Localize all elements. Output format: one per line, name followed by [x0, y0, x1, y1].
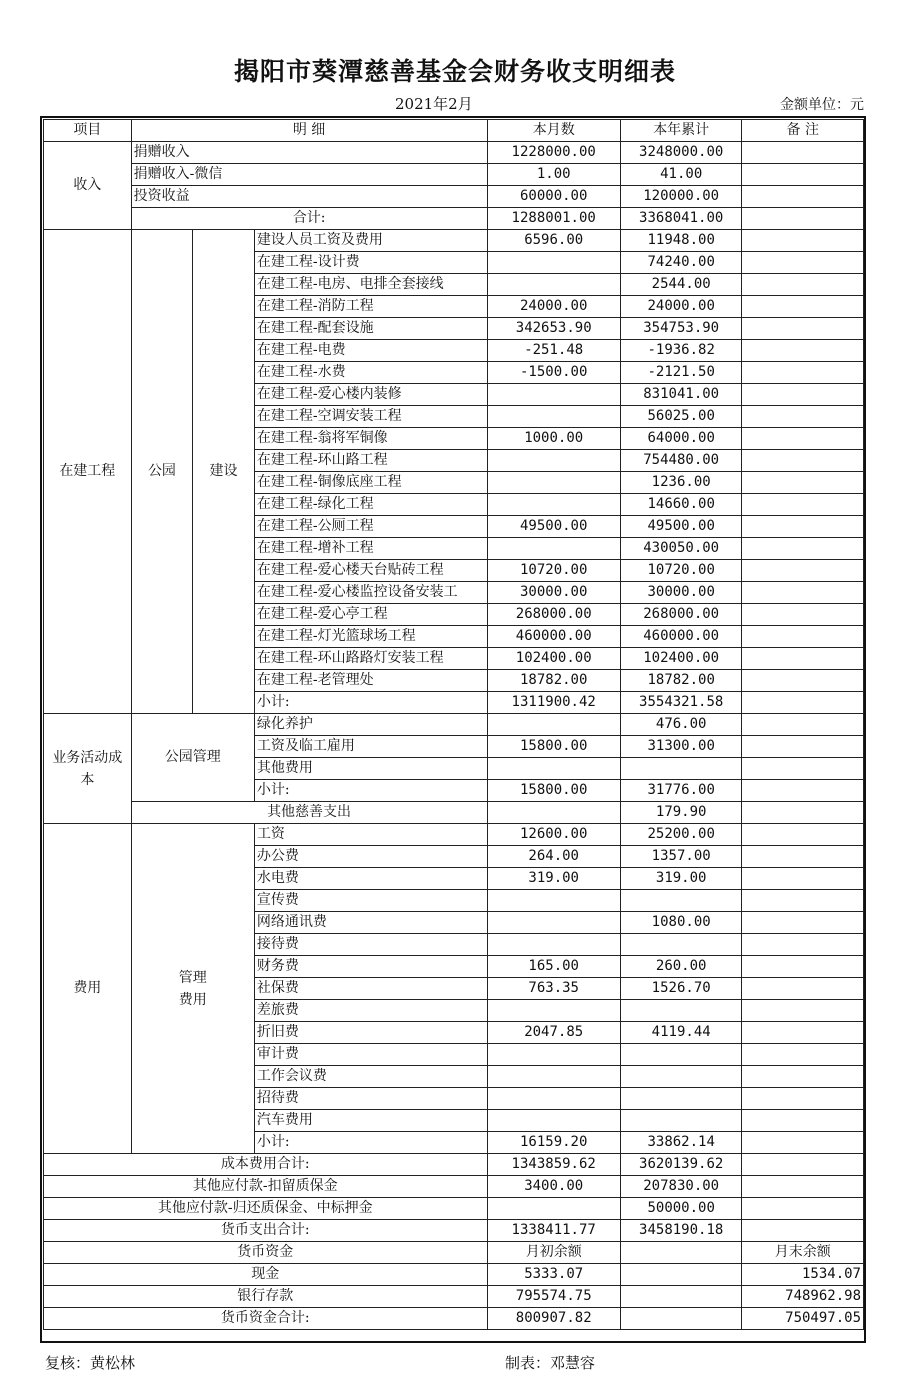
construction-month: 18782.00	[487, 670, 620, 692]
summary-row	[44, 1154, 864, 1176]
construction-month	[487, 252, 620, 274]
construction-ytd: 460000.00	[620, 626, 742, 648]
expense-note	[742, 846, 864, 868]
summary-row	[44, 1198, 864, 1220]
income-row	[44, 164, 864, 186]
expense-ytd: 1080.00	[620, 912, 742, 934]
expense-month	[487, 934, 620, 956]
income-ytd: 120000.00	[620, 186, 742, 208]
construction-month	[487, 494, 620, 516]
construction-month: 30000.00	[487, 582, 620, 604]
header-ytd: 本年累计	[620, 120, 742, 142]
expense-item: 差旅费	[254, 1000, 487, 1022]
expense-month	[487, 1110, 620, 1132]
income-item: 投资收益	[131, 186, 487, 208]
expense-row	[44, 824, 864, 846]
construction-item: 在建工程-电房、电排全套接线	[254, 274, 487, 296]
income-ytd: 41.00	[620, 164, 742, 186]
construction-ytd: 102400.00	[620, 648, 742, 670]
income-total-note	[742, 208, 864, 230]
cash-total-row	[44, 1308, 864, 1330]
header-item: 项目	[44, 120, 132, 142]
expense-ytd	[620, 890, 742, 912]
expense-note	[742, 868, 864, 890]
construction-month	[487, 274, 620, 296]
page-title: 揭阳市葵潭慈善基金会财务收支明细表	[233, 57, 676, 86]
construction-note	[742, 340, 864, 362]
expense-note	[742, 890, 864, 912]
construction-note	[742, 296, 864, 318]
statement-grid	[43, 119, 864, 1330]
expense-ytd	[620, 1000, 742, 1022]
construction-month: -1500.00	[487, 362, 620, 384]
other-charity-label: 其他慈善支出	[131, 802, 487, 824]
cash-empty	[620, 1308, 742, 1330]
expense-month	[487, 1088, 620, 1110]
cash-header-row	[44, 1242, 864, 1264]
expense-item: 宣传费	[254, 890, 487, 912]
header-row	[44, 120, 864, 142]
expense-month	[487, 1066, 620, 1088]
summary-note	[742, 1220, 864, 1242]
expense-month: 763.35	[487, 978, 620, 1000]
expense-subtotal-month: 16159.20	[487, 1132, 620, 1154]
expense-item: 接待费	[254, 934, 487, 956]
construction-subtotal-note	[742, 692, 864, 714]
summary-note	[742, 1198, 864, 1220]
other-charity-month	[487, 802, 620, 824]
construction-ytd: 24000.00	[620, 296, 742, 318]
expense-month: 264.00	[487, 846, 620, 868]
cash-end-header: 月末余额	[742, 1242, 864, 1264]
preparer-signature: 制表：邓慧容	[505, 1354, 596, 1372]
construction-ytd: 64000.00	[620, 428, 742, 450]
construction-item: 在建工程-设计费	[254, 252, 487, 274]
expense-item: 水电费	[254, 868, 487, 890]
summary-label: 其他应付款-扣留质保金	[44, 1176, 488, 1198]
construction-item: 在建工程-增补工程	[254, 538, 487, 560]
cash-end: 1534.07	[742, 1264, 864, 1286]
construction-note	[742, 230, 864, 252]
summary-ytd: 3620139.62	[620, 1154, 742, 1176]
construction-note	[742, 450, 864, 472]
construction-note	[742, 626, 864, 648]
park-label: 公园	[131, 230, 193, 714]
summary-row	[44, 1176, 864, 1198]
expense-ytd: 260.00	[620, 956, 742, 978]
construction-ytd: 10720.00	[620, 560, 742, 582]
other-charity-ytd: 179.90	[620, 802, 742, 824]
summary-label: 其他应付款-归还质保金、中标押金	[44, 1198, 488, 1220]
expense-month	[487, 1000, 620, 1022]
construction-note	[742, 318, 864, 340]
expense-item: 汽车费用	[254, 1110, 487, 1132]
construction-subtotal-month: 1311900.42	[487, 692, 620, 714]
construction-month: 10720.00	[487, 560, 620, 582]
construction-note	[742, 384, 864, 406]
construction-ytd: -2121.50	[620, 362, 742, 384]
construction-item: 在建工程-爱心楼监控设备安装工	[254, 582, 487, 604]
expense-item: 工资	[254, 824, 487, 846]
summary-month: 1338411.77	[487, 1220, 620, 1242]
construction-month: -251.48	[487, 340, 620, 362]
financial-statement-table	[40, 116, 866, 1343]
construction-month: 24000.00	[487, 296, 620, 318]
cash-total-label: 货币资金合计:	[44, 1308, 488, 1330]
construction-label: 在建工程	[44, 230, 132, 714]
header-month: 本月数	[487, 120, 620, 142]
construction-month: 268000.00	[487, 604, 620, 626]
summary-label: 成本费用合计:	[44, 1154, 488, 1176]
income-total-row	[44, 208, 864, 230]
park-mgmt-month: 15800.00	[487, 736, 620, 758]
park-mgmt-label: 公园管理	[131, 714, 254, 802]
expense-item: 审计费	[254, 1044, 487, 1066]
construction-item: 在建工程-铜像底座工程	[254, 472, 487, 494]
build-label: 建设	[193, 230, 255, 714]
expense-ytd: 319.00	[620, 868, 742, 890]
expense-note	[742, 1088, 864, 1110]
expense-note	[742, 1110, 864, 1132]
construction-ytd: 18782.00	[620, 670, 742, 692]
expense-note	[742, 978, 864, 1000]
park-mgmt-month	[487, 758, 620, 780]
summary-month	[487, 1198, 620, 1220]
construction-subtotal-ytd: 3554321.58	[620, 692, 742, 714]
income-note	[742, 142, 864, 164]
expense-month: 319.00	[487, 868, 620, 890]
expense-item: 财务费	[254, 956, 487, 978]
income-row	[44, 186, 864, 208]
construction-ytd: 11948.00	[620, 230, 742, 252]
construction-month: 460000.00	[487, 626, 620, 648]
expense-ytd	[620, 1044, 742, 1066]
income-total-label: 合计:	[131, 208, 487, 230]
construction-subtotal-label: 小计:	[254, 692, 487, 714]
cash-label: 现金	[44, 1264, 488, 1286]
park-mgmt-subtotal-label: 小计:	[254, 780, 487, 802]
construction-note	[742, 252, 864, 274]
expense-item: 折旧费	[254, 1022, 487, 1044]
construction-ytd: 56025.00	[620, 406, 742, 428]
construction-note	[742, 274, 864, 296]
income-total-month: 1288001.00	[487, 208, 620, 230]
income-month: 1.00	[487, 164, 620, 186]
expense-ytd	[620, 1088, 742, 1110]
expense-item: 网络通讯费	[254, 912, 487, 934]
expense-subtotal-note	[742, 1132, 864, 1154]
construction-item: 在建工程-爱心亭工程	[254, 604, 487, 626]
summary-month: 1343859.62	[487, 1154, 620, 1176]
park-mgmt-ytd: 31300.00	[620, 736, 742, 758]
currency-unit: 金额单位：元	[780, 97, 864, 113]
construction-ytd: 754480.00	[620, 450, 742, 472]
construction-ytd: 2544.00	[620, 274, 742, 296]
expense-month: 12600.00	[487, 824, 620, 846]
expense-note	[742, 1000, 864, 1022]
expense-note	[742, 824, 864, 846]
construction-note	[742, 670, 864, 692]
expense-ytd: 25200.00	[620, 824, 742, 846]
construction-month: 6596.00	[487, 230, 620, 252]
construction-month: 102400.00	[487, 648, 620, 670]
construction-ytd: 831041.00	[620, 384, 742, 406]
construction-note	[742, 472, 864, 494]
expense-ytd	[620, 1110, 742, 1132]
cash-empty	[620, 1242, 742, 1264]
construction-note	[742, 604, 864, 626]
cash-label: 银行存款	[44, 1286, 488, 1308]
expense-month: 165.00	[487, 956, 620, 978]
construction-item: 在建工程-绿化工程	[254, 494, 487, 516]
income-ytd: 3248000.00	[620, 142, 742, 164]
expense-subtotal-label: 小计:	[254, 1132, 487, 1154]
income-total-ytd: 3368041.00	[620, 208, 742, 230]
construction-month	[487, 384, 620, 406]
summary-month: 3400.00	[487, 1176, 620, 1198]
income-item: 捐赠收入	[131, 142, 487, 164]
expense-note	[742, 956, 864, 978]
park-mgmt-subtotal-note	[742, 780, 864, 802]
construction-item: 在建工程-空调安装工程	[254, 406, 487, 428]
construction-note	[742, 406, 864, 428]
construction-note	[742, 648, 864, 670]
expense-month	[487, 1044, 620, 1066]
expense-note	[742, 1066, 864, 1088]
summary-note	[742, 1154, 864, 1176]
construction-month	[487, 450, 620, 472]
park-mgmt-ytd: 476.00	[620, 714, 742, 736]
construction-item: 在建工程-爱心楼内装修	[254, 384, 487, 406]
construction-month: 342653.90	[487, 318, 620, 340]
construction-ytd: 1236.00	[620, 472, 742, 494]
construction-month	[487, 406, 620, 428]
construction-row	[44, 230, 864, 252]
park-mgmt-note	[742, 758, 864, 780]
park-mgmt-subtotal-ytd: 31776.00	[620, 780, 742, 802]
income-note	[742, 164, 864, 186]
park-mgmt-ytd	[620, 758, 742, 780]
construction-note	[742, 494, 864, 516]
construction-ytd: 354753.90	[620, 318, 742, 340]
summary-label: 货币支出合计:	[44, 1220, 488, 1242]
expense-ytd	[620, 934, 742, 956]
income-item: 捐赠收入-微信	[131, 164, 487, 186]
construction-ytd: 30000.00	[620, 582, 742, 604]
summary-row	[44, 1220, 864, 1242]
summary-ytd: 207830.00	[620, 1176, 742, 1198]
construction-item: 在建工程-消防工程	[254, 296, 487, 318]
construction-ytd: 49500.00	[620, 516, 742, 538]
expense-item: 招待费	[254, 1088, 487, 1110]
construction-ytd: 74240.00	[620, 252, 742, 274]
construction-item: 在建工程-翁将军铜像	[254, 428, 487, 450]
construction-note	[742, 516, 864, 538]
summary-ytd: 50000.00	[620, 1198, 742, 1220]
expense-note	[742, 912, 864, 934]
construction-ytd: -1936.82	[620, 340, 742, 362]
cash-row	[44, 1264, 864, 1286]
expense-item: 办公费	[254, 846, 487, 868]
construction-month: 49500.00	[487, 516, 620, 538]
construction-item: 建设人员工资及费用	[254, 230, 487, 252]
park-mgmt-item: 绿化养护	[254, 714, 487, 736]
summary-ytd: 3458190.18	[620, 1220, 742, 1242]
reviewer-signature: 复核：黄松林	[45, 1354, 136, 1372]
construction-ytd: 430050.00	[620, 538, 742, 560]
park-mgmt-note	[742, 714, 864, 736]
construction-ytd: 268000.00	[620, 604, 742, 626]
income-note	[742, 186, 864, 208]
cash-total-begin: 800907.82	[487, 1308, 620, 1330]
cash-header-label: 货币资金	[44, 1242, 488, 1264]
construction-note	[742, 428, 864, 450]
construction-item: 在建工程-环山路路灯安装工程	[254, 648, 487, 670]
park-mgmt-note	[742, 736, 864, 758]
expense-ytd: 1357.00	[620, 846, 742, 868]
construction-note	[742, 362, 864, 384]
expense-note	[742, 1022, 864, 1044]
income-label: 收入	[44, 142, 132, 230]
summary-note	[742, 1176, 864, 1198]
park-mgmt-item: 其他费用	[254, 758, 487, 780]
construction-ytd: 14660.00	[620, 494, 742, 516]
construction-item: 在建工程-公厕工程	[254, 516, 487, 538]
expense-ytd: 4119.44	[620, 1022, 742, 1044]
cash-end: 748962.98	[742, 1286, 864, 1308]
report-period: 2021年2月	[395, 95, 473, 113]
park-mgmt-row	[44, 714, 864, 736]
construction-month	[487, 538, 620, 560]
expense-item: 社保费	[254, 978, 487, 1000]
cash-row	[44, 1286, 864, 1308]
expense-month	[487, 890, 620, 912]
cash-empty	[620, 1286, 742, 1308]
park-mgmt-item: 工资及临工雇用	[254, 736, 487, 758]
expense-note	[742, 934, 864, 956]
construction-note	[742, 538, 864, 560]
expense-label: 费用	[44, 824, 132, 1154]
construction-item: 在建工程-环山路工程	[254, 450, 487, 472]
park-mgmt-month	[487, 714, 620, 736]
expense-ytd	[620, 1066, 742, 1088]
cash-begin-header: 月初余额	[487, 1242, 620, 1264]
construction-note	[742, 560, 864, 582]
mgmt-expense-label: 管理 费用	[131, 824, 254, 1154]
construction-item: 在建工程-配套设施	[254, 318, 487, 340]
income-month: 60000.00	[487, 186, 620, 208]
park-mgmt-subtotal-month: 15800.00	[487, 780, 620, 802]
construction-month	[487, 472, 620, 494]
cash-begin: 5333.07	[487, 1264, 620, 1286]
construction-note	[742, 582, 864, 604]
expense-month: 2047.85	[487, 1022, 620, 1044]
cash-begin: 795574.75	[487, 1286, 620, 1308]
other-charity-row	[44, 802, 864, 824]
cash-empty	[620, 1264, 742, 1286]
income-month: 1228000.00	[487, 142, 620, 164]
construction-item: 在建工程-老管理处	[254, 670, 487, 692]
construction-item: 在建工程-灯光篮球场工程	[254, 626, 487, 648]
construction-item: 在建工程-爱心楼天台贴砖工程	[254, 560, 487, 582]
header-note: 备 注	[742, 120, 864, 142]
header-detail: 明 细	[131, 120, 487, 142]
expense-subtotal-ytd: 33862.14	[620, 1132, 742, 1154]
income-row	[44, 142, 864, 164]
other-charity-note	[742, 802, 864, 824]
business-cost-label: 业务活动成本	[44, 714, 132, 824]
expense-month	[487, 912, 620, 934]
expense-ytd: 1526.70	[620, 978, 742, 1000]
cash-total-end: 750497.05	[742, 1308, 864, 1330]
expense-note	[742, 1044, 864, 1066]
construction-item: 在建工程-电费	[254, 340, 487, 362]
expense-item: 工作会议费	[254, 1066, 487, 1088]
construction-month: 1000.00	[487, 428, 620, 450]
construction-item: 在建工程-水费	[254, 362, 487, 384]
